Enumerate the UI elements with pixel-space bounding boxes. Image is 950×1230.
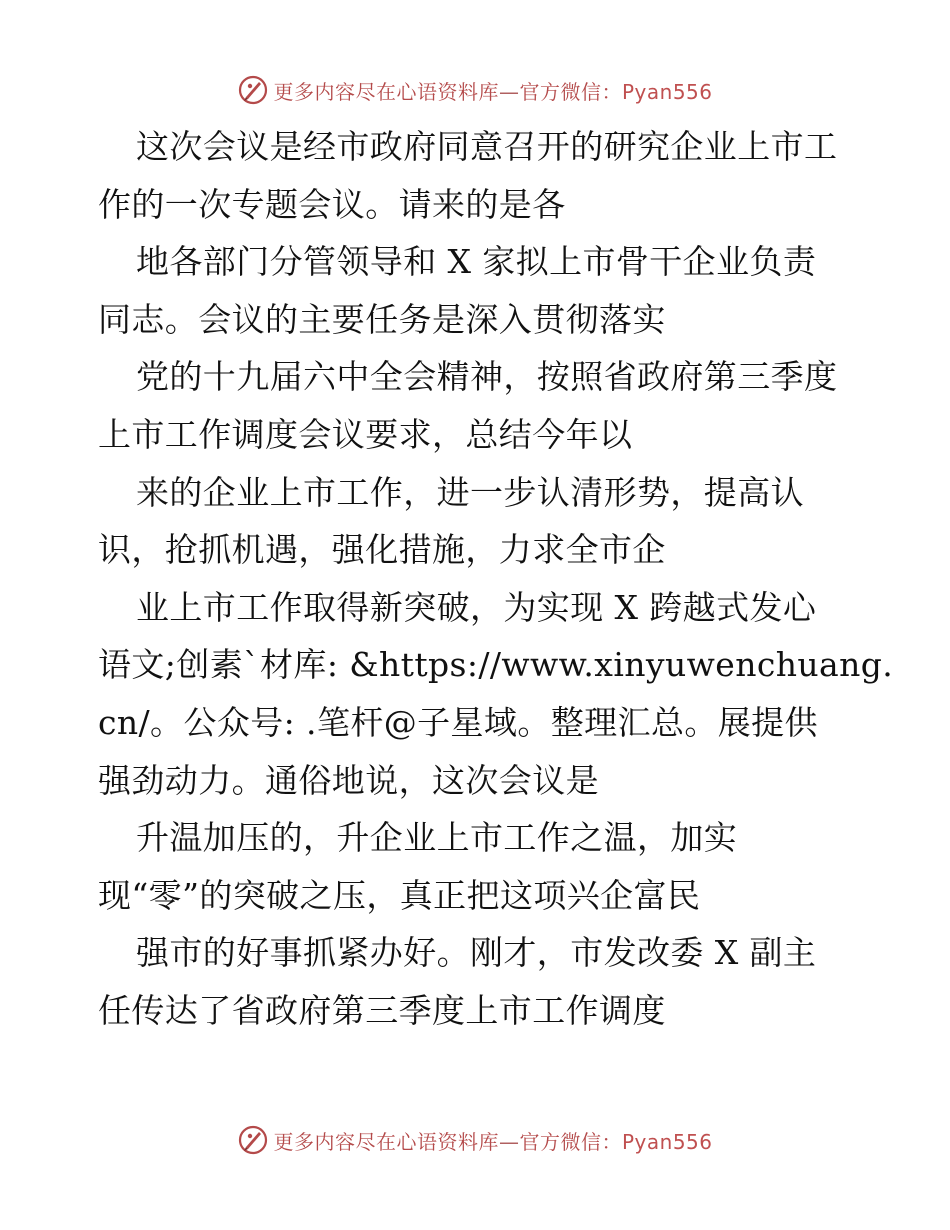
header-watermark-banner (0, 70, 950, 110)
quill-pen-logo-icon (237, 1124, 269, 1156)
footer-watermark-banner (0, 1120, 950, 1160)
banner-wechat-id: Pyan556 (621, 79, 713, 104)
text-line: 这次会议是经市政府同意召开的研究企业上市工 (136, 127, 838, 166)
banner-main-text: 更多内容尽在心语资料库 (273, 79, 499, 104)
text-line: 任传达了省政府第三季度上市工作调度 (98, 990, 666, 1030)
banner-main-text: 更多内容尽在心语资料库 (273, 1129, 499, 1154)
text-line: cn/。公众号: .笔杆@子星域。整理汇总。展提供 (98, 702, 818, 742)
text-line: 现“零”的突破之压，真正把这项兴企富民 (98, 875, 701, 915)
text-line: 党的十九届六中全会精神，按照省政府第三季度 (136, 357, 838, 397)
banner-separator: — (498, 79, 520, 104)
text-line: 上市工作调度会议要求，总结今年以 (98, 414, 633, 454)
banner-text (273, 1126, 712, 1155)
document-body (98, 118, 898, 1040)
banner-official-label: 官方微信： (519, 1129, 622, 1154)
text-line: 升温加压的，升企业上市工作之温，加实 (136, 818, 738, 858)
text-line: 地各部门分管领导和 X 家拟上市骨干企业负责 (136, 242, 817, 282)
text-line: 来的企业上市工作，进一步认清形势，提高认 (136, 472, 804, 512)
text-line: 业上市工作取得新突破，为实现 X 跨越式发心 (136, 587, 817, 627)
text-line: 语文;创素`材库: &https://www.xinyuwenchuang. (98, 645, 894, 685)
text-line: 强劲动力。通俗地说，这次会议是 (98, 760, 599, 800)
text-line: 作的一次专题会议。请来的是各 (98, 184, 566, 224)
text-line: 识，抢抓机遇，强化措施，力求全市企 (98, 530, 666, 570)
banner-separator: — (498, 1129, 520, 1154)
banner-wechat-id: Pyan556 (621, 1129, 713, 1154)
text-line: 同志。会议的主要任务是深入贯彻落实 (98, 299, 666, 339)
banner-official-label: 官方微信： (519, 79, 622, 104)
banner-text (273, 76, 712, 105)
quill-pen-logo-icon (237, 74, 269, 106)
text-line: 强市的好事抓紧办好。刚才，市发改委 X 副主 (136, 933, 817, 973)
